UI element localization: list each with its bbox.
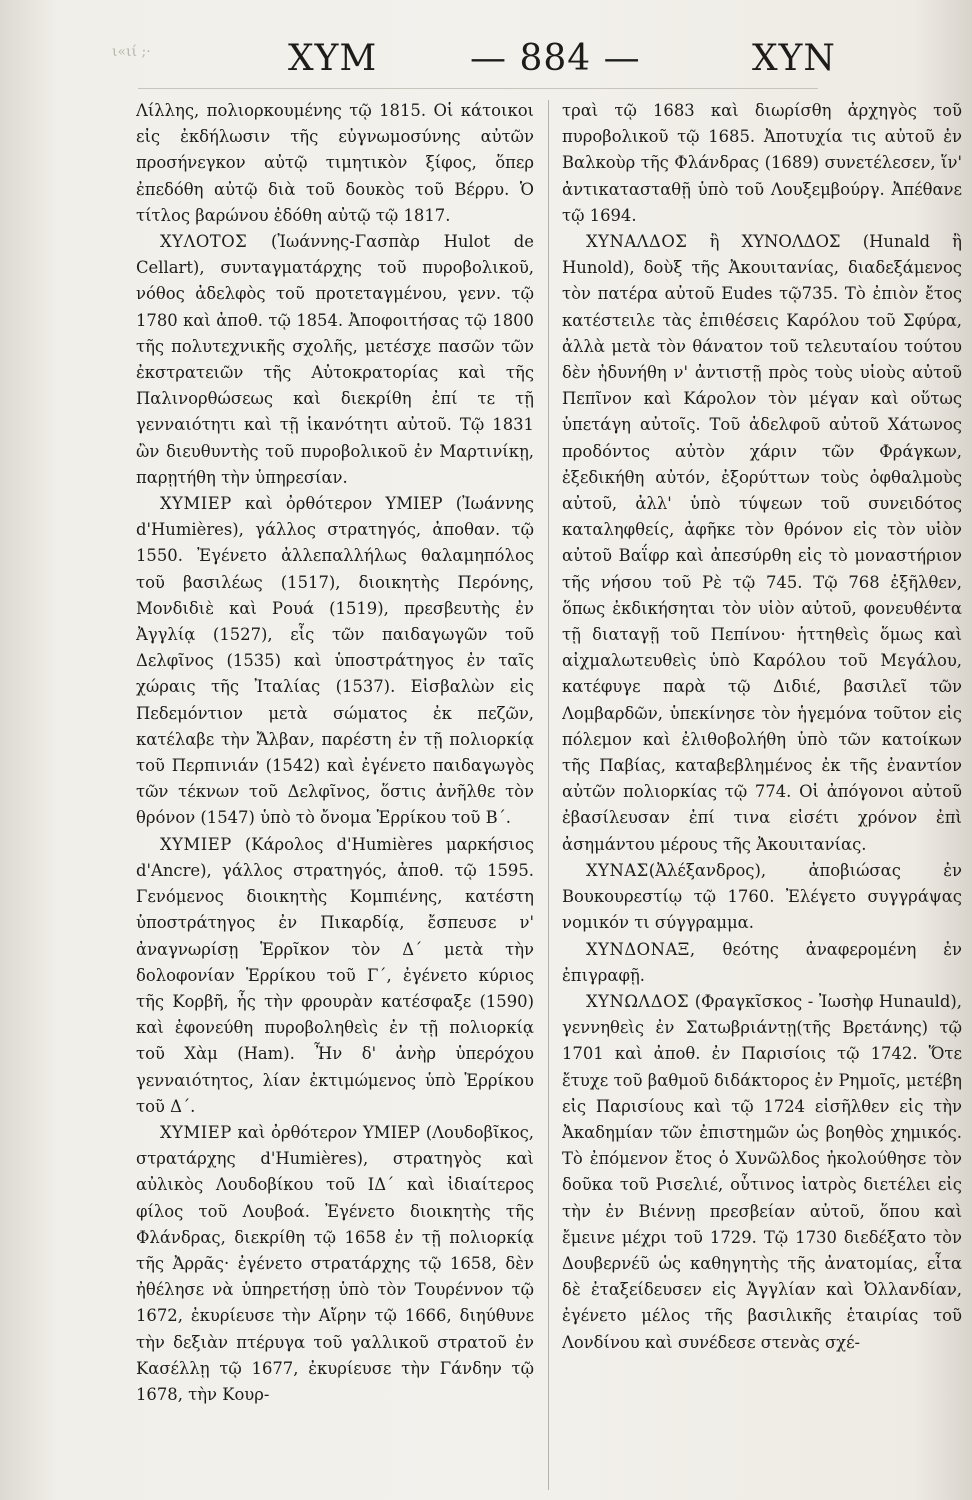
entry-text: (Ἰωάννης-Γασπὰρ Hulot de Cellart), συνταγματάρχης τοῦ πυροβολικοῦ, νόθος ἀδελφὸς τοῦ προτεταγμένου, γενν. τῷ 1780 καὶ ἀποθ. τῷ 1854. Ἀποφοιτήσας τῷ 1800 τῆς πολυτεχνικῆς σχολῆς, μετέσχε πασῶν τῶν ἐκστρατειῶν τῆς Αὐτοκρατορίας καὶ τῆς Παλινορθώσεως καὶ διεκρίθη ἐπί τε τῇ γενναιότητι καὶ τῇ ἱκανότητι αὐτοῦ. Τῷ 1831 ὢν διευθυντὴς τοῦ πυροβολικοῦ ἐν Μαρτινίκῃ, παρῃτήθη τὴν ὑπηρεσίαν.	[136, 232, 534, 487]
entry-headword: ΧΥΜΙΕΡ	[160, 494, 232, 514]
right-column	[562, 98, 962, 1493]
entry-hulot	[136, 229, 534, 491]
entry-headword: ΧΥΝΩΛΔΟΣ	[586, 991, 690, 1011]
entry-text: καὶ ὀρθότερον ΥΜΙΕΡ (Λουδοβῖκος, στρατάρχης d'Humières), στρατηγὸς καὶ αὐλικὸς Λουδοβίκου τοῦ ΙΔ΄ καὶ ἰδιαίτερος φίλος τοῦ Λουβοά. Ἐγένετο διοικητὴς τῆς Φλάνδρας, διεκρίθη τῷ 1658 ἐν τῇ πολιορκίᾳ τῆς Ἀρρᾶς· ἐγένετο στρατάρχης τῷ 1658, δὲν ἠθέλησε νὰ ὑπηρετήσῃ ὑπὸ τὸν Τουρέννον τῷ 1672, ἐκυρίευσε τὴν Αἴρην τῷ 1666, διηύθυνε τὴν δεξιὰν πτέρυγα τοῦ γαλλικοῦ στρατοῦ ἐν Κασέλλῃ τῷ 1677, ἐκυρίευσε τὴν Γάνδην τῷ 1678, τὴν Κουρ-	[136, 1122, 534, 1404]
entry-headword: ΧΥΝΑΣ	[586, 860, 649, 880]
corner-mark: ι«ιί ;·	[112, 44, 151, 60]
entry-continuation: τραὶ τῷ 1683 καὶ διωρίσθη ἀρχηγὸς τοῦ πυροβολικοῦ τῷ 1685. Ἀποτυχία τις αὐτοῦ ἐν Βαλκοὺρ τῆς Φλάνδρας (1689) συνετέλεσεν, ἵν' ἀντικατασταθῇ ὑπὸ τοῦ Λουξεμβούργ. Ἀπέθανε τῷ 1694.	[562, 101, 962, 225]
entry-headword: ΧΥΜΙΕΡ	[160, 834, 232, 854]
entry-headword: ΧΥΝΔΟΝΑΞ,	[586, 939, 696, 959]
entry-headword: ΧΥΜΙΕΡ	[160, 1122, 232, 1142]
entry-text: καὶ ὀρθότερον ΥΜΙΕΡ (Ἰωάννης d'Humières), γάλλος στρατηγός, ἀποθαν. τῷ 1550. Ἐγένετο ἀλλεπαλλήλως θαλαμηπόλος τοῦ βασιλέως (1517), διοικητὴς Περόνης, Μονδιδιὲ καὶ Ρουά (1519), πρεσβευτὴς ἐν Ἀγγλίᾳ (1527), εἷς τῶν παιδαγωγῶν τοῦ Δελφῖνος (1535) καὶ ὑποστράτηγος ἐν ταῖς χώραις τῆς Ἰταλίας (1537). Εἰσβαλὼν εἰς Πεδεμόντιον μετὰ σώματος ἐκ πεζῶν, κατέλαβε τὴν Ἄλβαν, παρέστη ἐν τῇ πολιορκίᾳ τοῦ Περπινιάν (1542) καὶ ἐγένετο παιδαγωγὸς τῶν τέκνων τοῦ Δελφῖνος, ὅστις ἀνῆλθε τὸν θρόνον (1547) ὑπὸ τὸ ὄνομα Ἑρρίκου τοῦ Β΄.	[136, 494, 534, 828]
entry-humieres-louis	[136, 1120, 534, 1408]
entry-continuation: Λίλλης, πολιορκουμένης τῷ 1815. Οἱ κάτοικοι εἰς ἐκδήλωσιν τῆς εὐγνωμοσύνης αὐτῶν προσήνεγκον αὐτῷ τιμητικὸν ξίφος, ὅπερ ἐπεδόθη αὐτῷ διὰ τοῦ δουκὸς τοῦ Βέρρυ. Ὁ τίτλος βαρώνου ἐδόθη αὐτῷ τῷ 1817.	[136, 101, 534, 225]
entry-humieres-jean	[136, 491, 534, 832]
header-left-guide-word: ΧΥΜ	[288, 38, 378, 79]
running-header	[0, 30, 972, 100]
entry-humieres-charles	[136, 832, 534, 1120]
header-rule	[138, 88, 818, 89]
page-number: — 884 —	[470, 38, 641, 79]
entry-hundonax	[562, 937, 962, 989]
entry-hunas	[562, 858, 962, 937]
entry-text: θεότης ἀναφερομένη ἐν ἐπιγραφῇ.	[562, 939, 962, 985]
entry-headword: ΧΥΛΟΤΟΣ	[160, 232, 248, 252]
entry-text: ἢ ΧΥΝΟΛΔΟΣ (Hunald ἢ Hunold), δοὺξ τῆς Ἀκουιτανίας, διαδεξάμενος τὸν πατέρα αὐτοῦ Eudes τῷ735. Τὸ ἐπιὸν ἔτος κατέστειλε τὰς ἐπιθέσεις Καρόλου τοῦ Σφύρα, ἀλλὰ μετὰ τὸν θάνατον τοῦ τελευταίου τούτου δὲν ἠδυνήθη ν' ἀντιστῇ πρὸς τοὺς υἱοὺς αὐτοῦ Πεπῖνον καὶ Κάρολον τὸν μέγαν καὶ οὕτως ὑπετάγη αὐτοῖς. Τοῦ ἀδελφοῦ αὐτοῦ Χάτωνος προδόντος αὐτὸν χάριν τῶν Φράγκων, ἐξεδικήθη αὐτόν, ἐξορύττων τοὺς ὀφθαλμοὺς αὐτοῦ, ἀλλ' ὑπὸ τύψεων τοῦ συνειδότος καταληφθείς, ἀφῆκε τὸν θρόνον εἰς τὸν υἱὸν αὐτοῦ Βαΐφρ καὶ ἀπεσύρθη εἰς τὸ μοναστήριον τῆς νήσου τοῦ Ρὲ τῷ 745. Τῷ 768 ἐξῆλθεν, ὅπως ἐκδικήσηται τὸν υἱὸν αὐτοῦ, φονευθέντα τῇ διαταγῇ τοῦ Πεπίνου· ἡττηθεὶς ὅμως καὶ αἰχμαλωτευθεὶς ὑπὸ Καρόλου τοῦ Μεγάλου, κατέφυγε παρὰ τῷ Διδιέ, βασιλεῖ τῶν Λομβαρδῶν, ὑπεκίνησε τὸν ἡγεμόνα τοῦτον εἰς πόλεμον καὶ ἐλιθοβολήθη ὑπὸ τῶν κατοίκων τῆς Παβίας, καταβεβλημένος ἐκ τῆς ἐναντίον αὐτῶν πολιορκίας τῷ 774. Οἱ ἀπόγονοι αὐτοῦ ἐβασίλευσαν ἐπί τινα εἰσέτι χρόνον ἐπὶ ἀσημάντου μέρους τῆς Ἀκουιτανίας.	[562, 232, 962, 854]
entry-text: (Ἀλέξανδρος), ἀποβιώσας ἐν Βουκουρεστίῳ τῷ 1760. Ἐλέγετο συγγράψας νομικόν τι σύγγραμμα.	[562, 860, 962, 933]
entry-headword: ΧΥΝΑΛΔΟΣ	[586, 232, 688, 252]
entry-hunald	[562, 229, 962, 858]
entry-text: (Κάρολος d'Humières μαρκήσιος d'Ancre), γάλλος στρατηγός, ἀποθ. τῷ 1595. Γενόμενος διοικητὴς Κομπιένης, κατέστη ὑποστράτηγος ἐν Πικαρδίᾳ, ἔσπευσε ν' ἀναγνωρίσῃ Ἑρρῖκον τὸν Δ΄ μετὰ τὴν δολοφονίαν Ἑρρίκου τοῦ Γ΄, ἐγένετο κύριος τῆς Κορβῆ, ἧς τὴν φρουρὰν κατέσφαξε (1590) καὶ ἐφονεύθη πυροβοληθεὶς ἐν τῇ πολιορκίᾳ τοῦ Χὰμ (Ham). Ἦν δ' ἀνὴρ ὑπερόχου γενναιότητος, λίαν ἐκτιμώμενος ὑπὸ Ἑρρίκου τοῦ Δ΄.	[136, 834, 534, 1116]
entry-text: (Φραγκῖσκος - Ἰωσὴφ Hunauld), γεννηθεὶς ἐν Σατωβριάντῃ(τῆς Βρετάνης) τῷ 1701 καὶ ἀποθ. ἐν Παρισίοις τῷ 1742. Ὅτε ἔτυχε τοῦ βαθμοῦ διδάκτορος ἐν Ρημοῖς, μετέβη εἰς Παρισίους καὶ τῷ 1724 εἰσῆλθεν εἰς τὴν Ἀκαδημίαν τῶν ἐπιστημῶν ὡς βοηθὸς χημικός. Τὸ ἐπόμενον ἔτος ὁ Χυνῶλδος ἠκολούθησε τὸν δοῦκα τοῦ Ρισελιέ, οὗτινος ἰατρὸς διετέλει εἰς τὴν ἐν Βιέννῃ πρεσβείαν αὐτοῦ, ὅπου καὶ ἔμεινε μέχρι τοῦ 1729. Τῷ 1730 διεδέξατο τὸν Δουβερνέῦ ὡς καθηγητὴς τῆς ἀνατομίας, εἶτα δὲ ἐταξείδευσεν εἰς Ἀγγλίαν καὶ Ὀλλανδίαν, ἐγένετο μέλος τῆς βασιλικῆς ἑταιρίας τοῦ Λονδίνου καὶ συνέδεσε στενὰς σχέ-	[562, 991, 962, 1352]
column-divider	[548, 100, 549, 1490]
header-right-guide-word: ΧΥΝ	[752, 38, 836, 79]
left-column	[136, 98, 534, 1493]
entry-hunauld	[562, 989, 962, 1356]
